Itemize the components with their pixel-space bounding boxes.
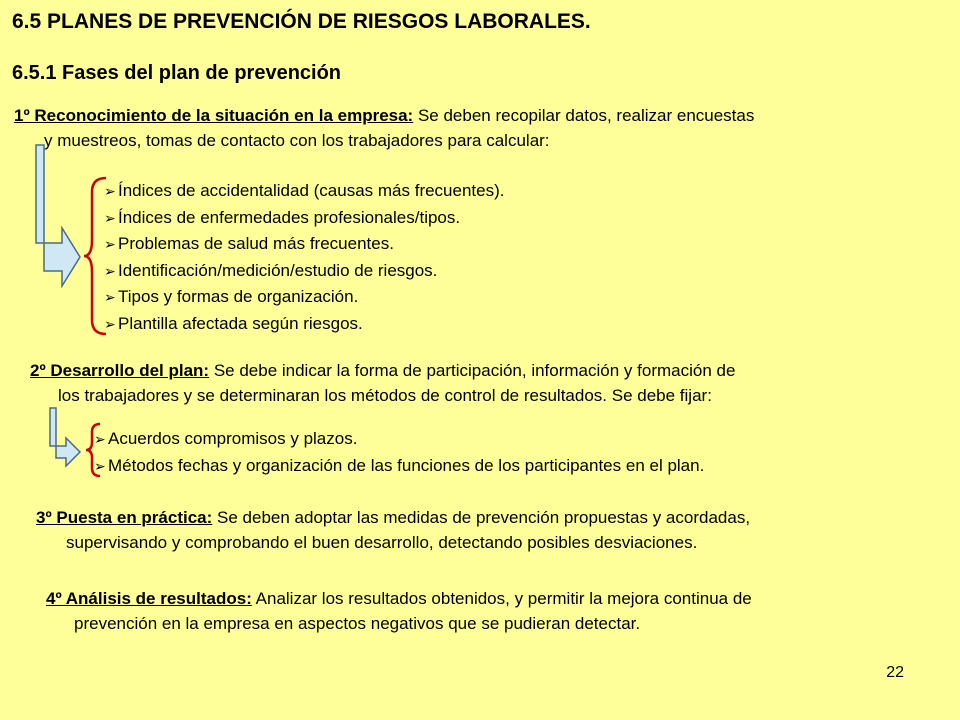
page-title: 6.5 PLANES DE PREVENCIÓN DE RIESGOS LABORALES. xyxy=(12,10,591,33)
phase-2-lead: 2º Desarrollo del plan: xyxy=(30,361,210,380)
arrowhead-bullet-icon: ➢ xyxy=(104,289,116,305)
phase-4-lead: 4º Análisis de resultados: xyxy=(46,589,252,608)
arrowhead-bullet-icon: ➢ xyxy=(104,315,116,332)
phase-3-line-1 xyxy=(36,505,750,530)
list-item: ➢ Acuerdos compromisos y plazos. xyxy=(94,426,704,453)
phase-1-lead: 1º Reconocimiento de la situación en la empresa: xyxy=(14,106,414,125)
list-item: ➢ Tipos y formas de organización. xyxy=(104,284,504,311)
list-item: ➢ Identificación/medición/estudio de riesgos. xyxy=(104,258,504,285)
list-item: ➢ Índices de accidentalidad (causas más frecuentes). xyxy=(104,178,504,205)
phase-4-text-2: prevención en la empresa en aspectos negativos que se pudieran detectar. xyxy=(74,614,641,633)
section-subtitle: 6.5.1 Fases del plan de prevención xyxy=(12,62,342,84)
arrowhead-bullet-icon: ➢ xyxy=(94,431,106,447)
list-item: ➢ Índices de enfermedades profesionales/tipos. xyxy=(104,205,504,232)
phase-4-line-1 xyxy=(46,586,752,611)
page-number: 22 xyxy=(886,664,904,681)
phase-4-text-1: Analizar los resultados obtenidos, y permitir la mejora continua de xyxy=(251,589,752,608)
list-item: ➢ Problemas de salud más frecuentes. xyxy=(104,231,504,258)
arrowhead-bullet-icon: ➢ xyxy=(94,457,106,474)
arrowhead-bullet-icon: ➢ xyxy=(104,183,116,199)
phase-3-text-1: Se deben adoptar las medidas de prevención propuestas y acordadas, xyxy=(212,508,751,527)
arrowhead-bullet-icon: ➢ xyxy=(104,209,116,226)
phase-2-bullet-list xyxy=(94,426,704,479)
phase-3-text-2: supervisando y comprobando el buen desarrollo, detectando posibles desviaciones. xyxy=(66,533,698,552)
arrowhead-bullet-icon: ➢ xyxy=(104,262,116,279)
phase-2-text-1: Se debe indicar la forma de participación, información y formación de xyxy=(209,361,736,380)
list-item: ➢ Métodos fechas y organización de las funciones de los participantes en el plan. xyxy=(94,453,704,480)
list-item: ➢ Plantilla afectada según riesgos. xyxy=(104,311,504,338)
phase-3-lead: 3º Puesta en práctica: xyxy=(36,508,213,527)
phase-1-text-1: Se deben recopilar datos, realizar encuestas xyxy=(413,106,755,125)
phase-2-text-2: los trabajadores y se determinaran los métodos de control de resultados. Se debe fijar: xyxy=(58,386,712,405)
phase-1-text-2: y muestreos, tomas de contacto con los trabajadores para calcular: xyxy=(44,131,550,150)
arrowhead-bullet-icon: ➢ xyxy=(104,236,116,252)
